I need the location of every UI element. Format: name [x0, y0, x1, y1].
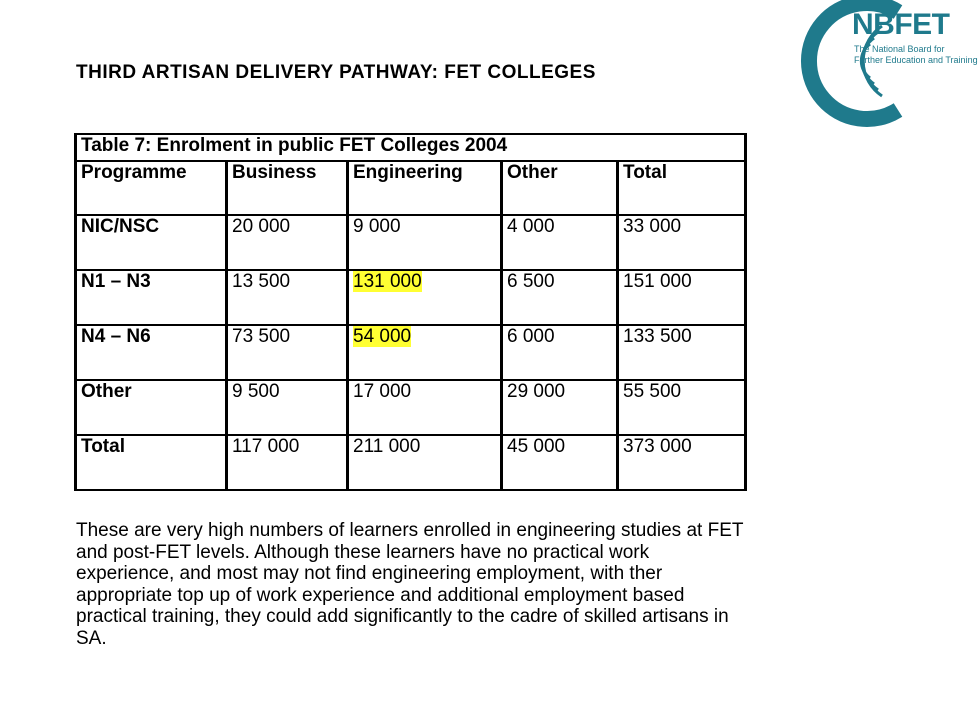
body-paragraph	[76, 520, 906, 649]
table-row	[76, 380, 746, 435]
logo-tagline-1: The National Board for	[854, 44, 945, 54]
table-header-row	[76, 161, 746, 215]
paragraph-line: experience, and most may not find engineering employment, with ther	[76, 563, 663, 584]
heading-part2: FET COLLEGES	[444, 62, 596, 83]
paragraph-line: These are very high numbers of learners enrolled in engineering studies at FET	[76, 520, 744, 541]
nbfet-logo	[786, 2, 978, 120]
row-label: Total	[76, 435, 227, 490]
paragraph-line: appropriate top up of work experience and additional employment based	[76, 584, 685, 606]
cell-other: 6 000	[502, 325, 618, 380]
column-header-other: Other	[502, 161, 618, 215]
cell-total: 55 500	[618, 380, 746, 435]
enrolment-table	[74, 133, 747, 491]
logo-tagline-2: Further Education and Training	[854, 55, 978, 65]
highlighted-value: 54 000	[353, 326, 412, 347]
cell-business: 117 000	[227, 435, 348, 490]
table-row	[76, 215, 746, 270]
cell-total: 151 000	[618, 270, 746, 325]
cell-business: 13 500	[227, 270, 348, 325]
cell-business: 9 500	[227, 380, 348, 435]
cell-total: 373 000	[618, 435, 746, 490]
cell-engineering: 211 000	[348, 435, 502, 490]
logo-name: NBFET	[852, 8, 950, 41]
cell-engineering: 9 000	[348, 215, 502, 270]
table-row	[76, 325, 746, 380]
cell-total: 133 500	[618, 325, 746, 380]
row-label: NIC/NSC	[76, 215, 227, 270]
paragraph-line: practical training, they could add significantly to the cadre of skilled artisans in	[76, 606, 729, 627]
table-row	[76, 270, 746, 325]
cell-engineering: 17 000	[348, 380, 502, 435]
paragraph-line: and post-FET levels. Although these learners have no practical work	[76, 541, 650, 563]
cell-other: 45 000	[502, 435, 618, 490]
paragraph-line: SA.	[76, 627, 107, 649]
cell-total: 33 000	[618, 215, 746, 270]
page-heading	[76, 62, 596, 84]
cell-engineering	[348, 325, 502, 380]
row-label: Other	[76, 380, 227, 435]
cell-engineering	[348, 270, 502, 325]
row-label: N1 – N3	[76, 270, 227, 325]
column-header-programme: Programme	[76, 161, 227, 215]
table-row	[76, 435, 746, 490]
column-header-total: Total	[618, 161, 746, 215]
table-title: Table 7: Enrolment in public FET Colleges 2004	[76, 134, 746, 161]
table-title-row	[76, 134, 746, 161]
cell-other: 4 000	[502, 215, 618, 270]
column-header-engineering: Engineering	[348, 161, 502, 215]
highlighted-value: 131 000	[353, 271, 422, 292]
column-header-business: Business	[227, 161, 348, 215]
cell-other: 6 500	[502, 270, 618, 325]
heading-part1: THIRD ARTISAN DELIVERY PATHWAY:	[76, 62, 445, 83]
cell-other: 29 000	[502, 380, 618, 435]
cell-business: 73 500	[227, 325, 348, 380]
cell-business: 20 000	[227, 215, 348, 270]
row-label: N4 – N6	[76, 325, 227, 380]
